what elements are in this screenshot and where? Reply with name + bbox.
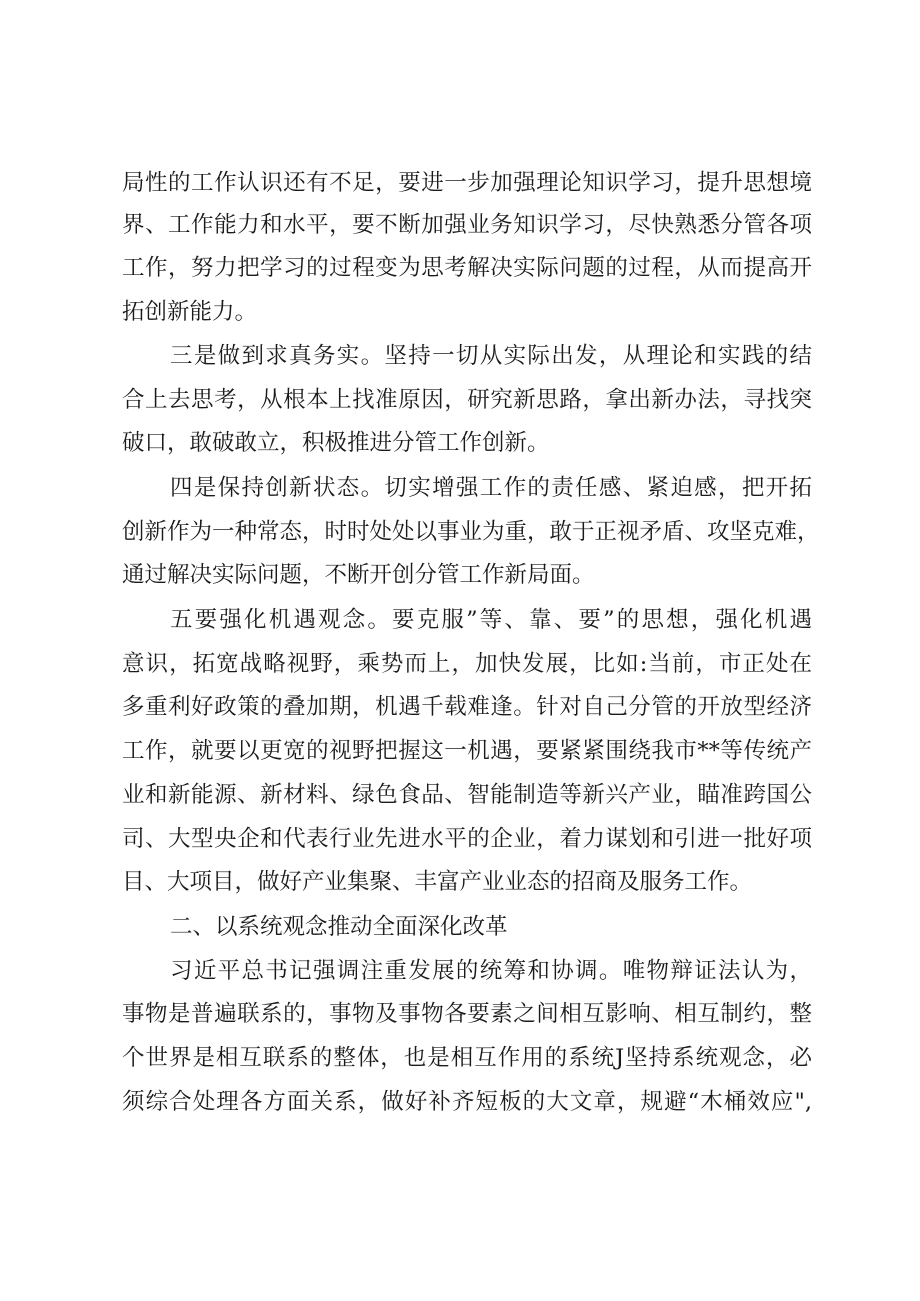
paragraph-line: 通过解决实际问题，不断开创分管工作新局面。 xyxy=(122,562,595,588)
paragraph-line: 司、大型央企和代表行业先进水平的企业，着力谋划和引进一批好项 xyxy=(122,826,812,852)
paragraph-line: 习近平总书记强调注重发展的统筹和协调。唯物辩证法认为， xyxy=(170,958,812,984)
paragraph-line: 工作，就要以更宽的视野把握这一机遇，要紧紧围绕我市**等传统产 xyxy=(122,738,812,764)
paragraph-line: 个世界是相互联系的整体，也是相互作用的系统J坚持系统观念，必 xyxy=(122,1045,812,1071)
paragraph-line: 多重利好政策的叠加期，机遇千载难逢。针对自己分管的开放型经济 xyxy=(122,694,812,720)
paragraph-line: 事物是普遍联系的，事物及事物各要素之间相互影响、相互制约，整 xyxy=(122,1001,812,1027)
paragraph-line: 业和新能源、新材料、绿色食品、智能制造等新兴产业，瞄准跨国公 xyxy=(122,782,812,808)
paragraph-line: 合上去思考，从根本上找准原因，研究新思路，拿出新办法，寻找突 xyxy=(122,387,812,413)
paragraph-line: 局性的工作认识还有不足，要进一步加强理论知识学习，提升思想境 xyxy=(122,170,812,196)
paragraph-line: 拓创新能力。 xyxy=(122,299,258,325)
paragraph-line: 四是保持创新状态。切实增强工作的责任感、紧迫感，把开拓 xyxy=(170,475,812,501)
paragraph-line: 五要强化机遇观念。要克服”等、靠、要”的思想，强化机遇 xyxy=(170,607,812,633)
paragraph-line: 创新作为一种常态，时时处处以事业为重，敢于正视矛盾、攻坚克难， xyxy=(122,519,820,545)
paragraph-line: 须综合处理各方面关系，做好补齐短板的大文章，规避“木桶效应", xyxy=(122,1089,812,1115)
section-heading: 二、以系统观念推动全面深化改革 xyxy=(170,914,508,940)
paragraph-line: 破口，敢破敢立，积极推进分管工作创新。 xyxy=(122,430,550,456)
paragraph-line: 界、工作能力和水平，要不断加强业务知识学习，尽快熟悉分管各项 xyxy=(122,212,812,238)
paragraph-line: 意识，拓宽战略视野，乘势而上，加快发展，比如:当前，市正处在 xyxy=(122,651,812,677)
paragraph-line: 目、大项目，做好产业集聚、丰富产业业态的招商及服务工作。 xyxy=(122,869,753,895)
paragraph-line: 三是做到求真务实。坚持一切从实际出发，从理论和实践的结 xyxy=(170,343,812,369)
paragraph-line: 工作，努力把学习的过程变为思考解决实际问题的过程，从而提高开 xyxy=(122,255,812,281)
